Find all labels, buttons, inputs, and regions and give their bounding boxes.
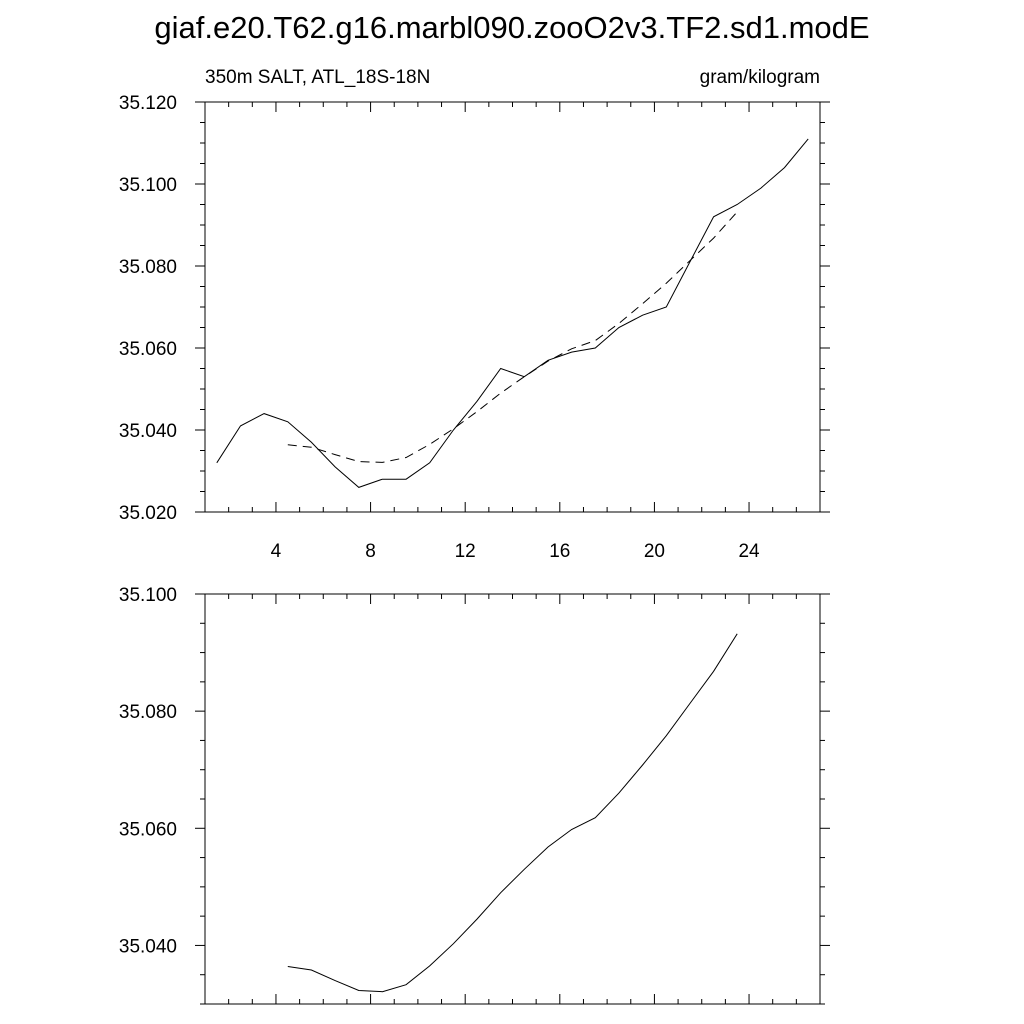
top-panel-series bbox=[217, 139, 808, 488]
top-panel bbox=[119, 67, 830, 562]
y-tick-label: 35.080 bbox=[118, 257, 177, 278]
top-panel-tick-labels bbox=[119, 93, 760, 562]
y-tick-label: 35.040 bbox=[118, 421, 177, 442]
x-tick-label: 12 bbox=[454, 541, 476, 562]
y-tick-label: 35.040 bbox=[118, 936, 177, 958]
top-panel-plot-frame bbox=[205, 102, 820, 512]
bottom-panel-ticks bbox=[195, 594, 830, 1004]
bottom-panel bbox=[119, 585, 830, 1004]
y-tick-label: 35.100 bbox=[118, 175, 177, 196]
top-panel-right-string: gram/kilogram bbox=[699, 67, 820, 88]
y-tick-label: 35.060 bbox=[118, 339, 177, 360]
y-tick-label: 35.080 bbox=[118, 702, 177, 724]
top-panel-left-string: 350m SALT, ATL_18S-18N bbox=[205, 67, 431, 88]
figure-title: giaf.e20.T62.g16.marbl090.zooO2v3.TF2.sd1.modE bbox=[154, 10, 870, 45]
top-panel-ticks bbox=[195, 102, 830, 512]
x-tick-label: 24 bbox=[738, 541, 760, 562]
x-tick-label: 4 bbox=[270, 541, 282, 562]
x-tick-label: 20 bbox=[643, 541, 665, 562]
series-line-solid bbox=[217, 139, 808, 488]
bottom-panel-series bbox=[288, 634, 737, 992]
y-tick-label: 35.100 bbox=[118, 585, 177, 606]
series-line-dashed bbox=[288, 212, 737, 463]
bottom-panel-tick-labels bbox=[119, 585, 177, 957]
x-tick-label: 16 bbox=[549, 541, 571, 562]
y-tick-label: 35.060 bbox=[118, 819, 177, 841]
y-tick-label: 35.020 bbox=[118, 503, 177, 524]
bottom-panel-plot-frame bbox=[205, 594, 820, 1004]
series-line-solid bbox=[288, 634, 737, 992]
y-tick-label: 35.120 bbox=[118, 93, 177, 114]
x-tick-label: 8 bbox=[365, 541, 376, 562]
